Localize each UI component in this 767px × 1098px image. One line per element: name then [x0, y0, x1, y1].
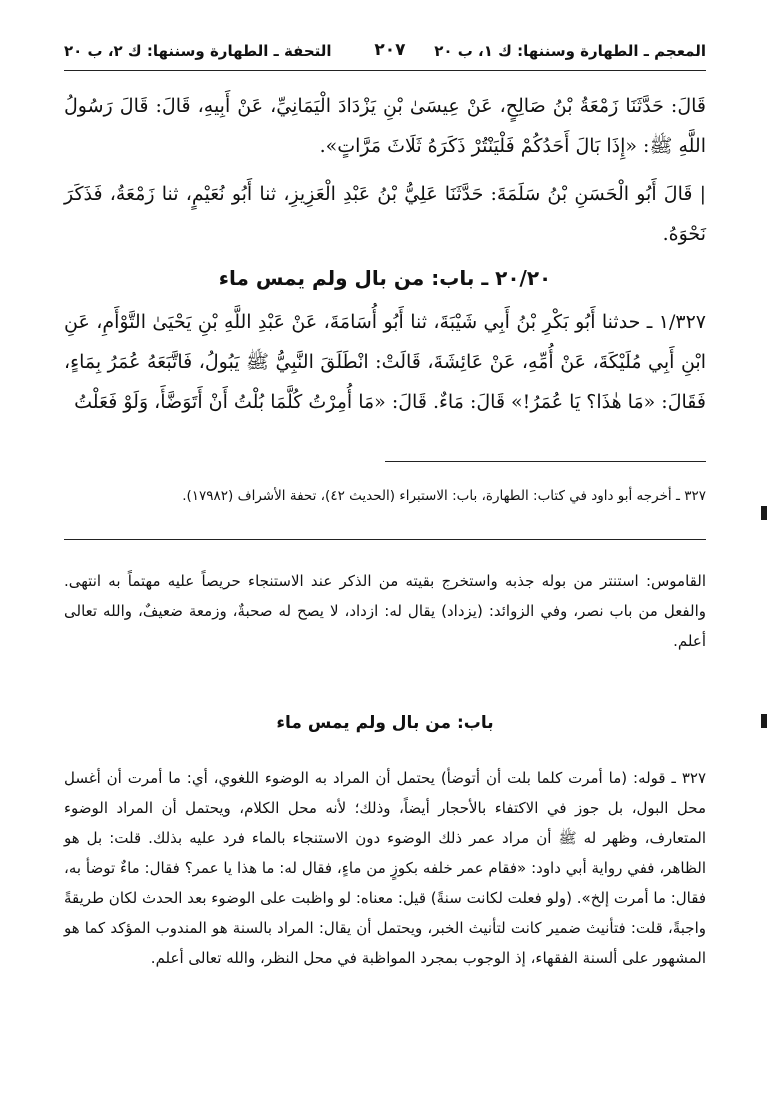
hadith-327: ١/٣٢٧ ـ حدثنا أَبُو بَكْرِ بْنُ أَبِي شَيْبَةَ، ثنا أَبُو أُسَامَةَ، عَنْ عَبْدِ اللَّهِ بْنِ يَحْيَىٰ التَّوْأَمِ، عَنِ ابْنِ أَبِي مُلَيْكَةَ، عَنْ أُمِّهِ، عَنْ عَائِشَةَ، قَالَتْ: انْطَلَقَ النَّبِيُّ ﷺ يَبُولُ، فَاتَّبَعَهُ عُمَرُ بِمَاءٍ، فَقَالَ: «مَا هٰذَا؟ يَا عُمَرُ!» قَالَ: مَاءٌ. قَالَ: «مَا أُمِرْتُ كُلَّمَا بُلْتُ أَنْ أَتَوَضَّأَ، وَلَوْ فَعَلْتُ: [64, 311, 706, 413]
page-number: ٢٠٧: [374, 40, 406, 60]
footnote: ٣٢٧ ـ أخرجه أبو داود في كتاب: الطهارة، باب: الاستبراء (الحديث ٤٢)، تحفة الأشراف (١٧٩٨٢).: [182, 488, 706, 504]
header-left: التحفة ـ الطهارة وسننها: ك ٢، ب ٢٠: [64, 42, 332, 60]
commentary-sub-heading: باب: من بال ولم يمس ماء: [276, 713, 494, 733]
commentary-dictionary: القاموس: استنتر من بوله جذبه واستخرج بقيته من الذكر عند الاستنجاء حريصاً عليه مهتماً به انتهى. والفعل من باب نصر، وفي الزوائد: (يزداد) يقال له: ازداد، لا يصح له صحبةٌ، وزمعة ضعيفٌ، والله تعالى أعلم.: [64, 572, 706, 650]
commentary-divider: [64, 539, 706, 540]
header-rule: [64, 70, 706, 71]
running-header: [64, 40, 706, 66]
chapter-heading: ٢٠/٢٠ ـ باب: من بال ولم يمس ماء: [218, 266, 552, 290]
commentary-327: ٣٢٧ ـ قوله: (ما أمرت كلما بلت أن أتوضأ) يحتمل أن المراد به الوضوء اللغوي، أي: ما أمرت أن أغسل محل البول، بل جوز في الاكتفاء بالأحجار أيضاً، وذلك؛ لأنه محل الكلام، ويحتمل أن المراد الوضوء المتعارف، وظهر له ﷺ أن مراد عمر ذلك الوضوء دون الاستنجاء بالماء فرد عليه بذلك. قلت: بل هو الظاهر، ففي رواية أبي داود: «فقام عمر خلفه بكوزٍ من ماءٍ، فقال له: ما هذا يا عمر؟ فقال: ماءٌ توضأ به، فقال: ما أمرت إلخ». (ولو فعلت لكانت سنةً) قيل: معناه: لو واظبت على الوضوء بعد الحدث لكان طريقةً واجبةً، قلت: فتأنيث ضمير كانت لتأنيث الخبر، ويحتمل أن يقال: المراد بالسنة هو المندوب المؤكد كما هو المشهور على ألسنة الفقهاء، إذ الوجوب بمجرد المواظبة في محل النظر، والله تعالى أعلم.: [64, 769, 706, 967]
hadith-text-chain: | قَالَ أَبُو الْحَسَنِ بْنُ سَلَمَةَ: حَدَّثَنَا عَلِيُّ بْنُ عَبْدِ الْعَزِيزِ، ثنا أَبُو نُعَيْمٍ، ثنا زَمْعَةُ، فَذَكَرَ نَحْوَهُ.: [64, 183, 706, 245]
scan-edge-mark: [761, 506, 767, 520]
header-right: المعجم ـ الطهارة وسننها: ك ١، ب ٢٠: [434, 42, 706, 60]
scan-edge-mark: [761, 714, 767, 728]
footnote-rule: [385, 461, 706, 462]
hadith-text-top: قَالَ: حَدَّثَنَا زَمْعَةُ بْنُ صَالِحٍ، عَنْ عِيسَىٰ بْنِ يَزْدَادَ الْيَمَانِيِّ، عَنْ أَبِيهِ، قَالَ: قَالَ رَسُولُ اللَّهِ ﷺ: «إِذَا بَالَ أَحَدُكُمْ فَلْيَنْتُرْ ذَكَرَهُ ثَلَاثَ مَرَّاتٍ».: [64, 95, 706, 157]
